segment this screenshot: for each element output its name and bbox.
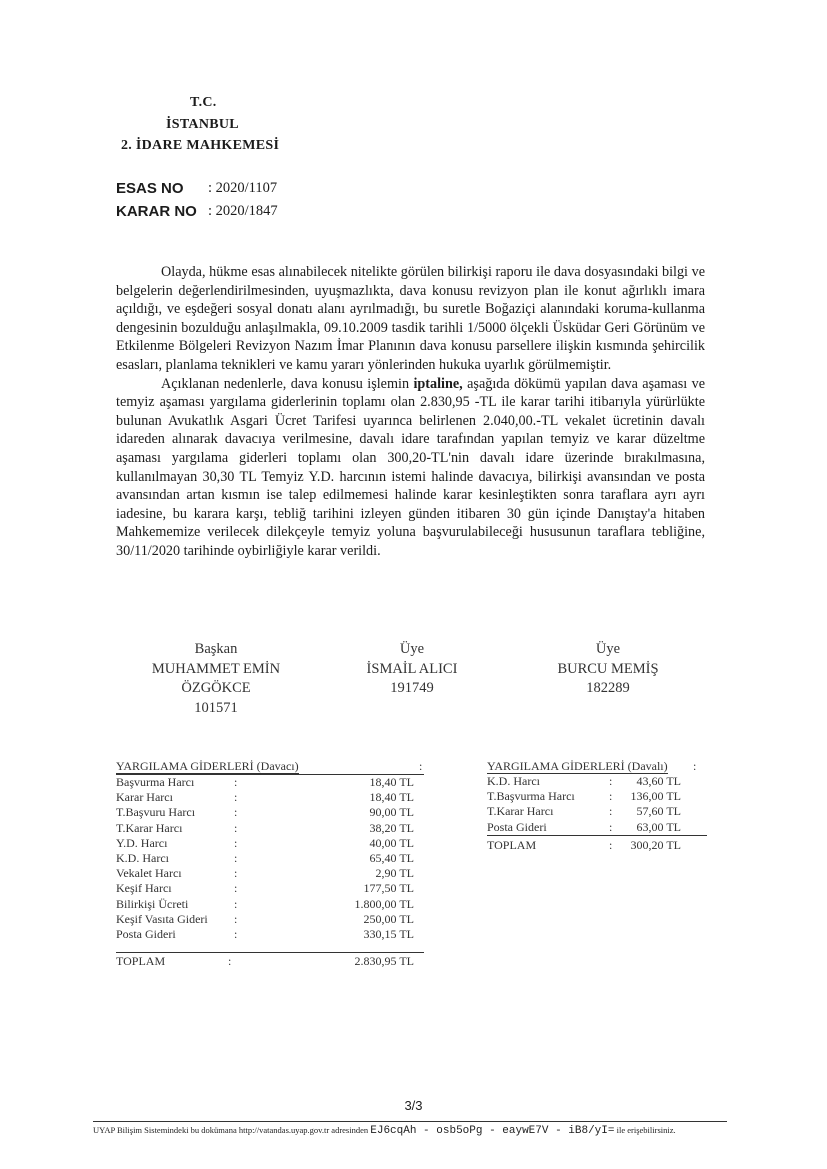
costs-defendant-rows: [487, 774, 707, 836]
header-court: 2. İDARE MAHKEMESİ: [121, 138, 280, 153]
cost-row: [116, 775, 428, 790]
costs-defendant-total-row: [487, 838, 707, 853]
signature-name: BURCU MEMİŞ: [557, 660, 659, 677]
costs-plaintiff-title: YARGILAMA GİDERLERİ (Davacı): [116, 759, 299, 773]
cost-label: Keşif Harcı: [116, 881, 172, 896]
cost-amount: 18,40 TL: [369, 775, 414, 789]
paragraph-1: Olayda, hükme esas alınabilecek nitelikte görülen bilirkişi raporu ile dava dosyasındaki bilgi ve belgelerin değerlendirilmesinden, uyuşmazlıkta, dava konusu revizyon plan ile konut ağırlıklı imara açıldığı, ve eşdeğeri sosyal donatı alanı ayrılmadığı, bu suretle Boğaziçi alanındaki koruma-kullanma dengesinin bozulduğu anlaşılmakla, 09.10.2009 tasdik tarihli 1/5000 ölçekli Üsküdar Geri Görünüm ve Etkilenme Bölgeleri Revizyon Nazım İmar Planının dava konusu parsellere ilişkin kısmında şehircilik esasları, planlama teknikleri ve kamu yararı yönlerinden hukuka uyarlık görülmemiştir.: [116, 264, 705, 373]
total-colon: :: [609, 837, 613, 852]
signature-id: 182289: [586, 680, 630, 696]
signature-role: Üye: [399, 641, 425, 657]
signature-id: 191749: [390, 680, 434, 696]
signature-president: [136, 640, 296, 718]
karar-row: [116, 203, 278, 220]
cost-row: [487, 804, 707, 819]
costs-defendant-title: YARGILAMA GİDERLERİ (Davalı): [487, 759, 668, 773]
cost-row: [116, 881, 428, 896]
signature-name-2: ÖZGÖKCE: [181, 680, 251, 696]
cost-amount: 57,60 TL: [636, 804, 681, 819]
cost-label: K.D. Harcı: [487, 774, 540, 788]
signature-id: 101571: [194, 699, 238, 716]
paragraph-2: Açıklanan nedenlerle, dava konusu işlemin iptaline, aşağıda dökümü yapılan dava aşaması ve temyiz aşaması yargılama giderlerinin toplamı olan 2.830,95 -TL ile karar tarihi itibarıyla yürürlükte bulunan Avukatlık Asgari Ücret Tarifesi uyarınca belirlenen 2.040,00.-TL vekalet ücretinin davalı idareden alınarak davacıya verilmesine, davalı idare tarafından yapılan temyiz ve karar düzeltme aşaması yargılama giderleri toplamı olan 300,20-TL'nin davalı idare üzerinde bırakılmasına, kullanılmayan 30,30 TL Temyiz Y.D. harcının istemi halinde davacıya, bilirkişi avansından ve posta avansından artan kısmın ise talep edilmemesi halinde karar kesinleştikten sonra taraflara ayrı ayrı iadesine, bu karara karşı, tebliğ tarihini izleyen günden itibaren 30 gün içinde Danıştay'a hitaben Mahkememize verilecek dilekçeyle temyiz yoluna başvurulabileceği hususunun taraflara tebliğine, 30/11/2020 tarihinde oybirliğiyle karar verildi.: [116, 375, 705, 559]
cost-colon: :: [234, 866, 238, 881]
cost-row: [116, 836, 428, 851]
cost-amount: 43,60 TL: [636, 774, 681, 788]
karar-value: : 2020/1847: [208, 203, 278, 219]
cost-label: K.D. Harcı: [116, 850, 169, 865]
cost-colon: :: [234, 881, 238, 896]
signature-role: Başkan: [194, 641, 238, 657]
header-city: İSTANBUL: [166, 117, 239, 132]
costs-defendant-title-colon: :: [693, 759, 697, 773]
cost-colon: :: [234, 896, 238, 911]
emphasis-text: iptaline,: [413, 375, 463, 392]
signature-role: Üye: [595, 641, 621, 657]
karar-label: KARAR NO: [116, 203, 197, 220]
page-number: 3/3: [404, 1098, 423, 1113]
cost-row: [116, 821, 428, 836]
costs-plaintiff-total-row: [116, 954, 428, 969]
cost-amount: 63,00 TL: [636, 819, 681, 834]
signature-member-2: [528, 640, 688, 699]
cost-row: [116, 927, 428, 942]
cost-row: [487, 774, 707, 789]
cost-label: T.Başvuru Harcı: [116, 805, 196, 820]
cost-label: T.Başvurma Harcı: [487, 789, 575, 804]
total-colon: :: [228, 954, 232, 969]
cost-row: [487, 789, 707, 804]
cost-amount: 250,00 TL: [363, 911, 414, 926]
esas-row: [116, 180, 278, 197]
cost-amount: 1.800,00 TL: [354, 896, 414, 911]
costs-plaintiff-header: [116, 758, 428, 774]
esas-value: : 2020/1107: [208, 180, 278, 196]
cost-label: Bilirkişi Ücreti: [116, 896, 189, 911]
cost-colon: :: [609, 774, 613, 788]
cost-amount: 38,20 TL: [369, 820, 414, 835]
footer-text-end: ile erişebilirsiniz.: [616, 1125, 676, 1135]
cost-label: Y.D. Harcı: [116, 835, 168, 850]
cost-amount: 177,50 TL: [363, 881, 414, 896]
cost-colon: :: [234, 790, 238, 805]
cost-colon: :: [234, 926, 238, 941]
cost-colon: :: [234, 820, 238, 835]
cost-colon: :: [609, 804, 613, 819]
total-label: TOPLAM: [487, 837, 537, 852]
footer-note: [93, 1125, 676, 1137]
total-amount: 300,20 TL: [630, 837, 681, 852]
signature-name: MUHAMMET EMİN: [151, 660, 281, 677]
footer-divider: [93, 1121, 727, 1122]
cost-amount: 2,90 TL: [375, 866, 414, 881]
cost-colon: :: [234, 911, 238, 926]
cost-row: [116, 790, 428, 805]
total-amount: 2.830,95 TL: [354, 954, 414, 969]
cost-row: [116, 866, 428, 881]
cost-amount: 65,40 TL: [369, 850, 414, 865]
cost-row: [116, 897, 428, 912]
cost-amount: 90,00 TL: [369, 805, 414, 820]
cost-colon: :: [234, 775, 238, 789]
cost-row: [487, 820, 707, 836]
cost-label: T.Karar Harcı: [487, 804, 554, 819]
cost-label: Posta Gideri: [116, 926, 176, 941]
cost-label: Başvurma Harcı: [116, 775, 195, 789]
cost-row: [116, 851, 428, 866]
cost-amount: 136,00 TL: [630, 789, 681, 804]
footer-verification-code: EJ6cqAh - osb5oPg - eaywE7V - iB8/yI=: [370, 1125, 615, 1137]
cost-row: [116, 912, 428, 927]
cost-colon: :: [609, 789, 613, 804]
cost-row: [116, 805, 428, 820]
divider: [116, 952, 424, 953]
decision-text: [116, 263, 705, 561]
cost-label: Posta Gideri: [487, 819, 547, 834]
footer-text: UYAP Bilişim Sistemindeki bu dokümana http://vatandas.uyap.gov.tr adresinden: [93, 1125, 369, 1135]
cost-label: Vekalet Harcı: [116, 866, 182, 881]
costs-plaintiff-rows: [116, 775, 428, 942]
cost-amount: 40,00 TL: [369, 835, 414, 850]
signature-name: İSMAİL ALICI: [366, 660, 458, 677]
cost-label: Karar Harcı: [116, 790, 173, 805]
costs-defendant-header: [487, 758, 707, 774]
cost-colon: :: [234, 850, 238, 865]
cost-amount: 18,40 TL: [369, 790, 414, 805]
esas-label: ESAS NO: [116, 180, 184, 197]
cost-label: Keşif Vasıta Gideri: [116, 911, 208, 926]
costs-plaintiff-table: [116, 758, 428, 969]
signature-member-1: [332, 640, 492, 699]
cost-colon: :: [234, 805, 238, 820]
header-tc: T.C.: [190, 95, 217, 110]
costs-plaintiff-title-colon: :: [419, 759, 423, 773]
costs-defendant-table: [487, 758, 707, 853]
total-label: TOPLAM: [116, 954, 166, 969]
cost-colon: :: [234, 835, 238, 850]
cost-amount: 330,15 TL: [363, 926, 414, 941]
cost-colon: :: [609, 819, 613, 834]
cost-label: T.Karar Harcı: [116, 820, 183, 835]
